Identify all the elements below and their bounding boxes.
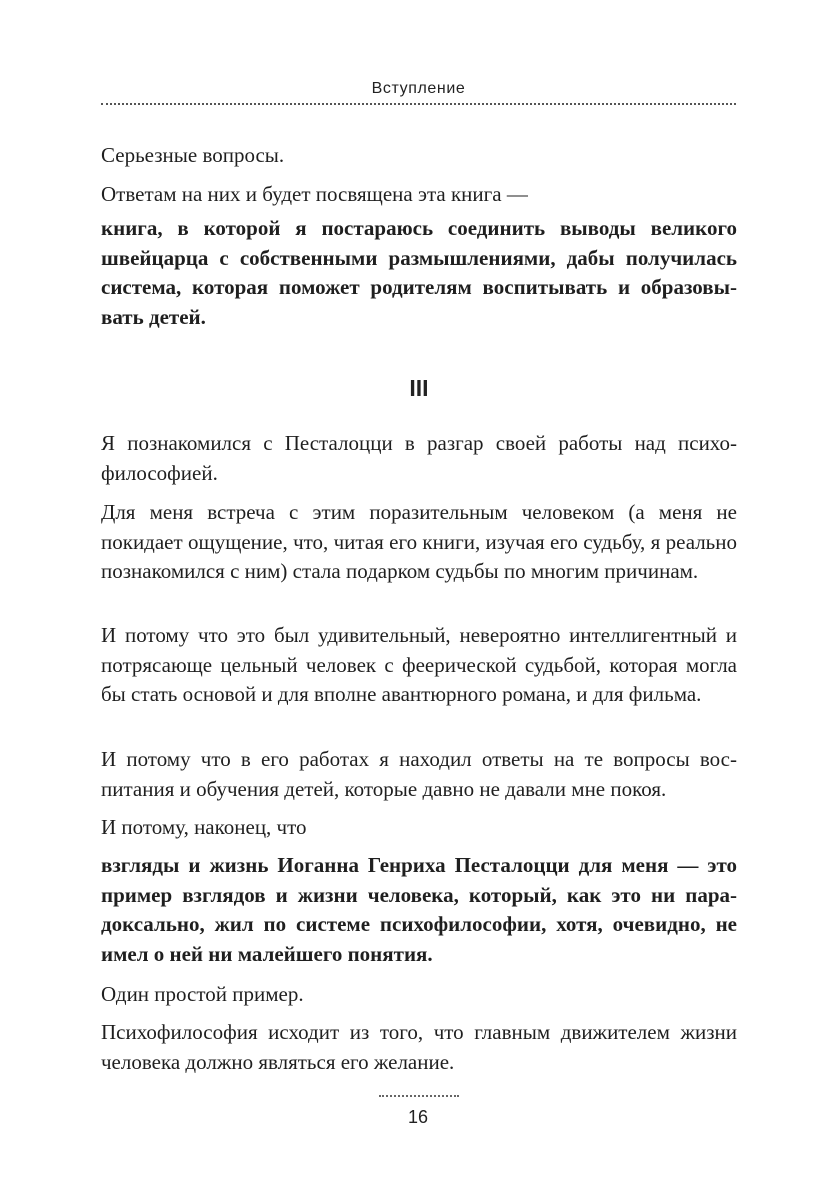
- section-paragraph-7: [101, 980, 737, 1010]
- section-paragraph-3: [101, 621, 737, 710]
- intro-text-2: Ответам на них и будет посвящена эта книга —: [101, 182, 528, 206]
- page-number: 16: [407, 1107, 429, 1127]
- intro-paragraph-2: [101, 180, 737, 210]
- intro-text-1: Серьезные вопросы.: [101, 143, 285, 167]
- section-text-8: Психофилософия исходит из того, что главным движителем жизни человека должно являться его желание.: [101, 1020, 737, 1074]
- section-text-2: Для меня встреча с этим поразительным человеком (а меня не покидает ощущение, что, читая его книги, изучая его судьбу, я реально познакомился с ним) стала подарком судьбы по многим причинам.: [101, 500, 737, 583]
- header-dotted-rule: [101, 103, 736, 105]
- footer-dotted-rule: [379, 1095, 459, 1097]
- running-head-title: Вступление: [371, 80, 466, 97]
- section-paragraph-2: [101, 498, 737, 587]
- section-text-5: И потому, наконец, что: [101, 815, 307, 839]
- section-paragraph-1: [101, 429, 737, 488]
- section-paragraph-4: [101, 745, 737, 804]
- section-bold-paragraph: [101, 851, 737, 969]
- section-text-4: И потому что в его работах я находил ответы на те вопросы вос- питания и обучения детей, которые давно не давали мне покоя.: [101, 747, 737, 801]
- section-text-1: Я познакомился с Песталоцци в разгар своей работы над психо- философией.: [101, 431, 737, 485]
- section-paragraph-8: [101, 1018, 737, 1077]
- section-bold-text: взгляды и жизнь Иоганна Генриха Песталоцци для меня — это пример взглядов и жизни человека, который, как это ни пара- доксально, жил по системе психофилософии, хотя, очевидно, не имел о ней ни малейшего понятия.: [101, 853, 737, 966]
- section-text-7: Один простой пример.: [101, 982, 304, 1006]
- section-numeral: III: [409, 375, 429, 401]
- section-paragraph-5: [101, 813, 737, 843]
- intro-paragraph-1: [101, 141, 737, 171]
- intro-bold-text: книга, в которой я постараюсь соединить выводы великого швейцарца с собственными размышлениями, дабы получилась система, которая поможет родителям воспитывать и образовы- вать детей.: [101, 216, 737, 329]
- section-text-3: И потому что это был удивительный, невероятно интеллигентный и потрясающе цельный человек с феерической судьбой, которая могла бы стать основой и для вполне авантюрного романа, и для фильма.: [101, 623, 737, 706]
- intro-bold-paragraph: [101, 214, 737, 332]
